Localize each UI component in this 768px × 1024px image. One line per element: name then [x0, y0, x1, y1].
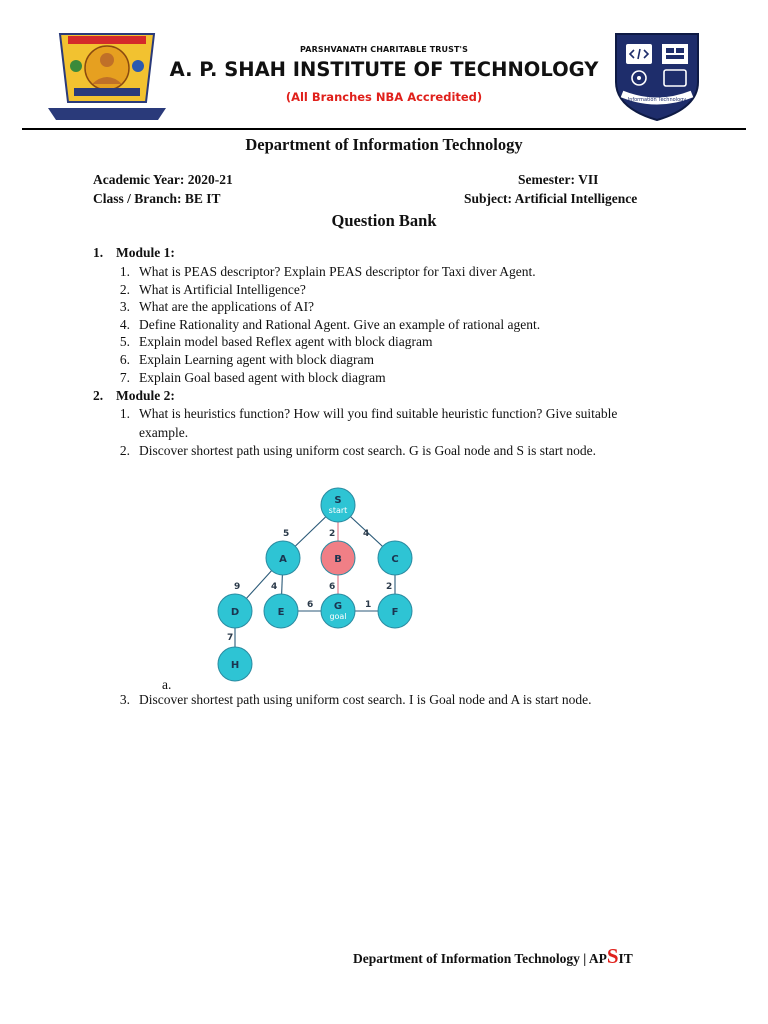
question-number: 1.	[119, 406, 130, 421]
weight-c-f: 2	[386, 582, 393, 592]
trust-name: PARSHVANATH CHARITABLE TRUST'S	[300, 45, 468, 54]
node-sub-s: start	[328, 506, 348, 515]
ucs-graph-diagram	[210, 482, 420, 682]
header-divider	[22, 128, 746, 130]
question-text: What is heuristics function? How will you find suitable heuristic function? Give suitable	[139, 406, 618, 421]
question-text: What are the applications of AI?	[139, 299, 315, 314]
weight-d-h: 7	[227, 633, 234, 643]
node-label-h: H	[230, 660, 240, 671]
question-text: What is PEAS descriptor? Explain PEAS descriptor for Taxi diver Agent.	[139, 264, 536, 279]
question-number: 6.	[119, 352, 130, 367]
module-heading: Module 2:	[116, 388, 175, 403]
semester: Semester: VII	[518, 172, 599, 187]
question-number: 1.	[119, 264, 130, 279]
question-number: 4.	[119, 317, 130, 332]
weight-s-c: 4	[363, 529, 370, 539]
question-number: 3.	[119, 692, 130, 707]
footer-it: IT	[618, 951, 633, 966]
question-text: Explain Goal based agent with block diagram	[139, 370, 386, 385]
node-label-e: E	[277, 607, 285, 618]
logo-caption: Information Technology	[627, 97, 687, 103]
node-label-f: F	[391, 607, 399, 618]
node-label-a: A	[279, 554, 287, 565]
institute-name: A. P. SHAH INSTITUTE OF TECHNOLOGY	[169, 58, 599, 81]
question-number: 3.	[119, 299, 130, 314]
node-label-g: G	[333, 601, 343, 612]
module-number: 2.	[93, 388, 104, 403]
subject: Subject: Artificial Intelligence	[464, 191, 638, 206]
question-number: 5.	[119, 334, 130, 349]
weight-a-e: 4	[271, 582, 278, 592]
node-label-d: D	[230, 607, 240, 618]
weight-b-g: 6	[329, 582, 336, 592]
question-text: Explain Learning agent with block diagram	[139, 352, 375, 367]
weight-e-g: 6	[307, 600, 314, 610]
question-text: Discover shortest path using uniform cost search. G is Goal node and S is start node.	[139, 443, 597, 458]
weight-g-f: 1	[365, 600, 372, 610]
academic-year: Academic Year: 2020-21	[93, 172, 233, 187]
node-sub-g: goal	[329, 612, 347, 621]
node-label-s: S	[334, 495, 342, 506]
class-branch: Class / Branch: BE IT	[93, 191, 221, 206]
department-heading: Department of Information Technology	[245, 135, 523, 154]
question-number: 7.	[119, 370, 130, 385]
weight-s-a: 5	[283, 529, 290, 539]
question-number: 2.	[119, 282, 130, 297]
weight-s-b: 2	[329, 529, 336, 539]
question-text: Define Rationality and Rational Agent. Give an example of rational agent.	[139, 317, 541, 332]
question-text-continued: example.	[139, 425, 189, 440]
accreditation-note: (All Branches NBA Accredited)	[285, 90, 483, 104]
node-label-c: C	[391, 554, 399, 565]
document-title: Question Bank	[331, 211, 437, 230]
question-text: Explain model based Reflex agent with block diagram	[139, 334, 433, 349]
module-number: 1.	[93, 245, 104, 260]
figure-sublabel: a.	[162, 677, 172, 692]
footer-s: S	[606, 944, 619, 968]
weight-a-d: 9	[234, 582, 241, 592]
page-footer	[353, 944, 633, 969]
question-number: 2.	[119, 443, 130, 458]
question-text: Discover shortest path using uniform cost search. I is Goal node and A is start node.	[139, 692, 592, 707]
node-label-b: B	[334, 554, 342, 565]
footer-text: Department of Information Technology | AP	[353, 951, 607, 966]
module-heading: Module 1:	[116, 245, 175, 260]
question-text: What is Artificial Intelligence?	[139, 282, 306, 297]
